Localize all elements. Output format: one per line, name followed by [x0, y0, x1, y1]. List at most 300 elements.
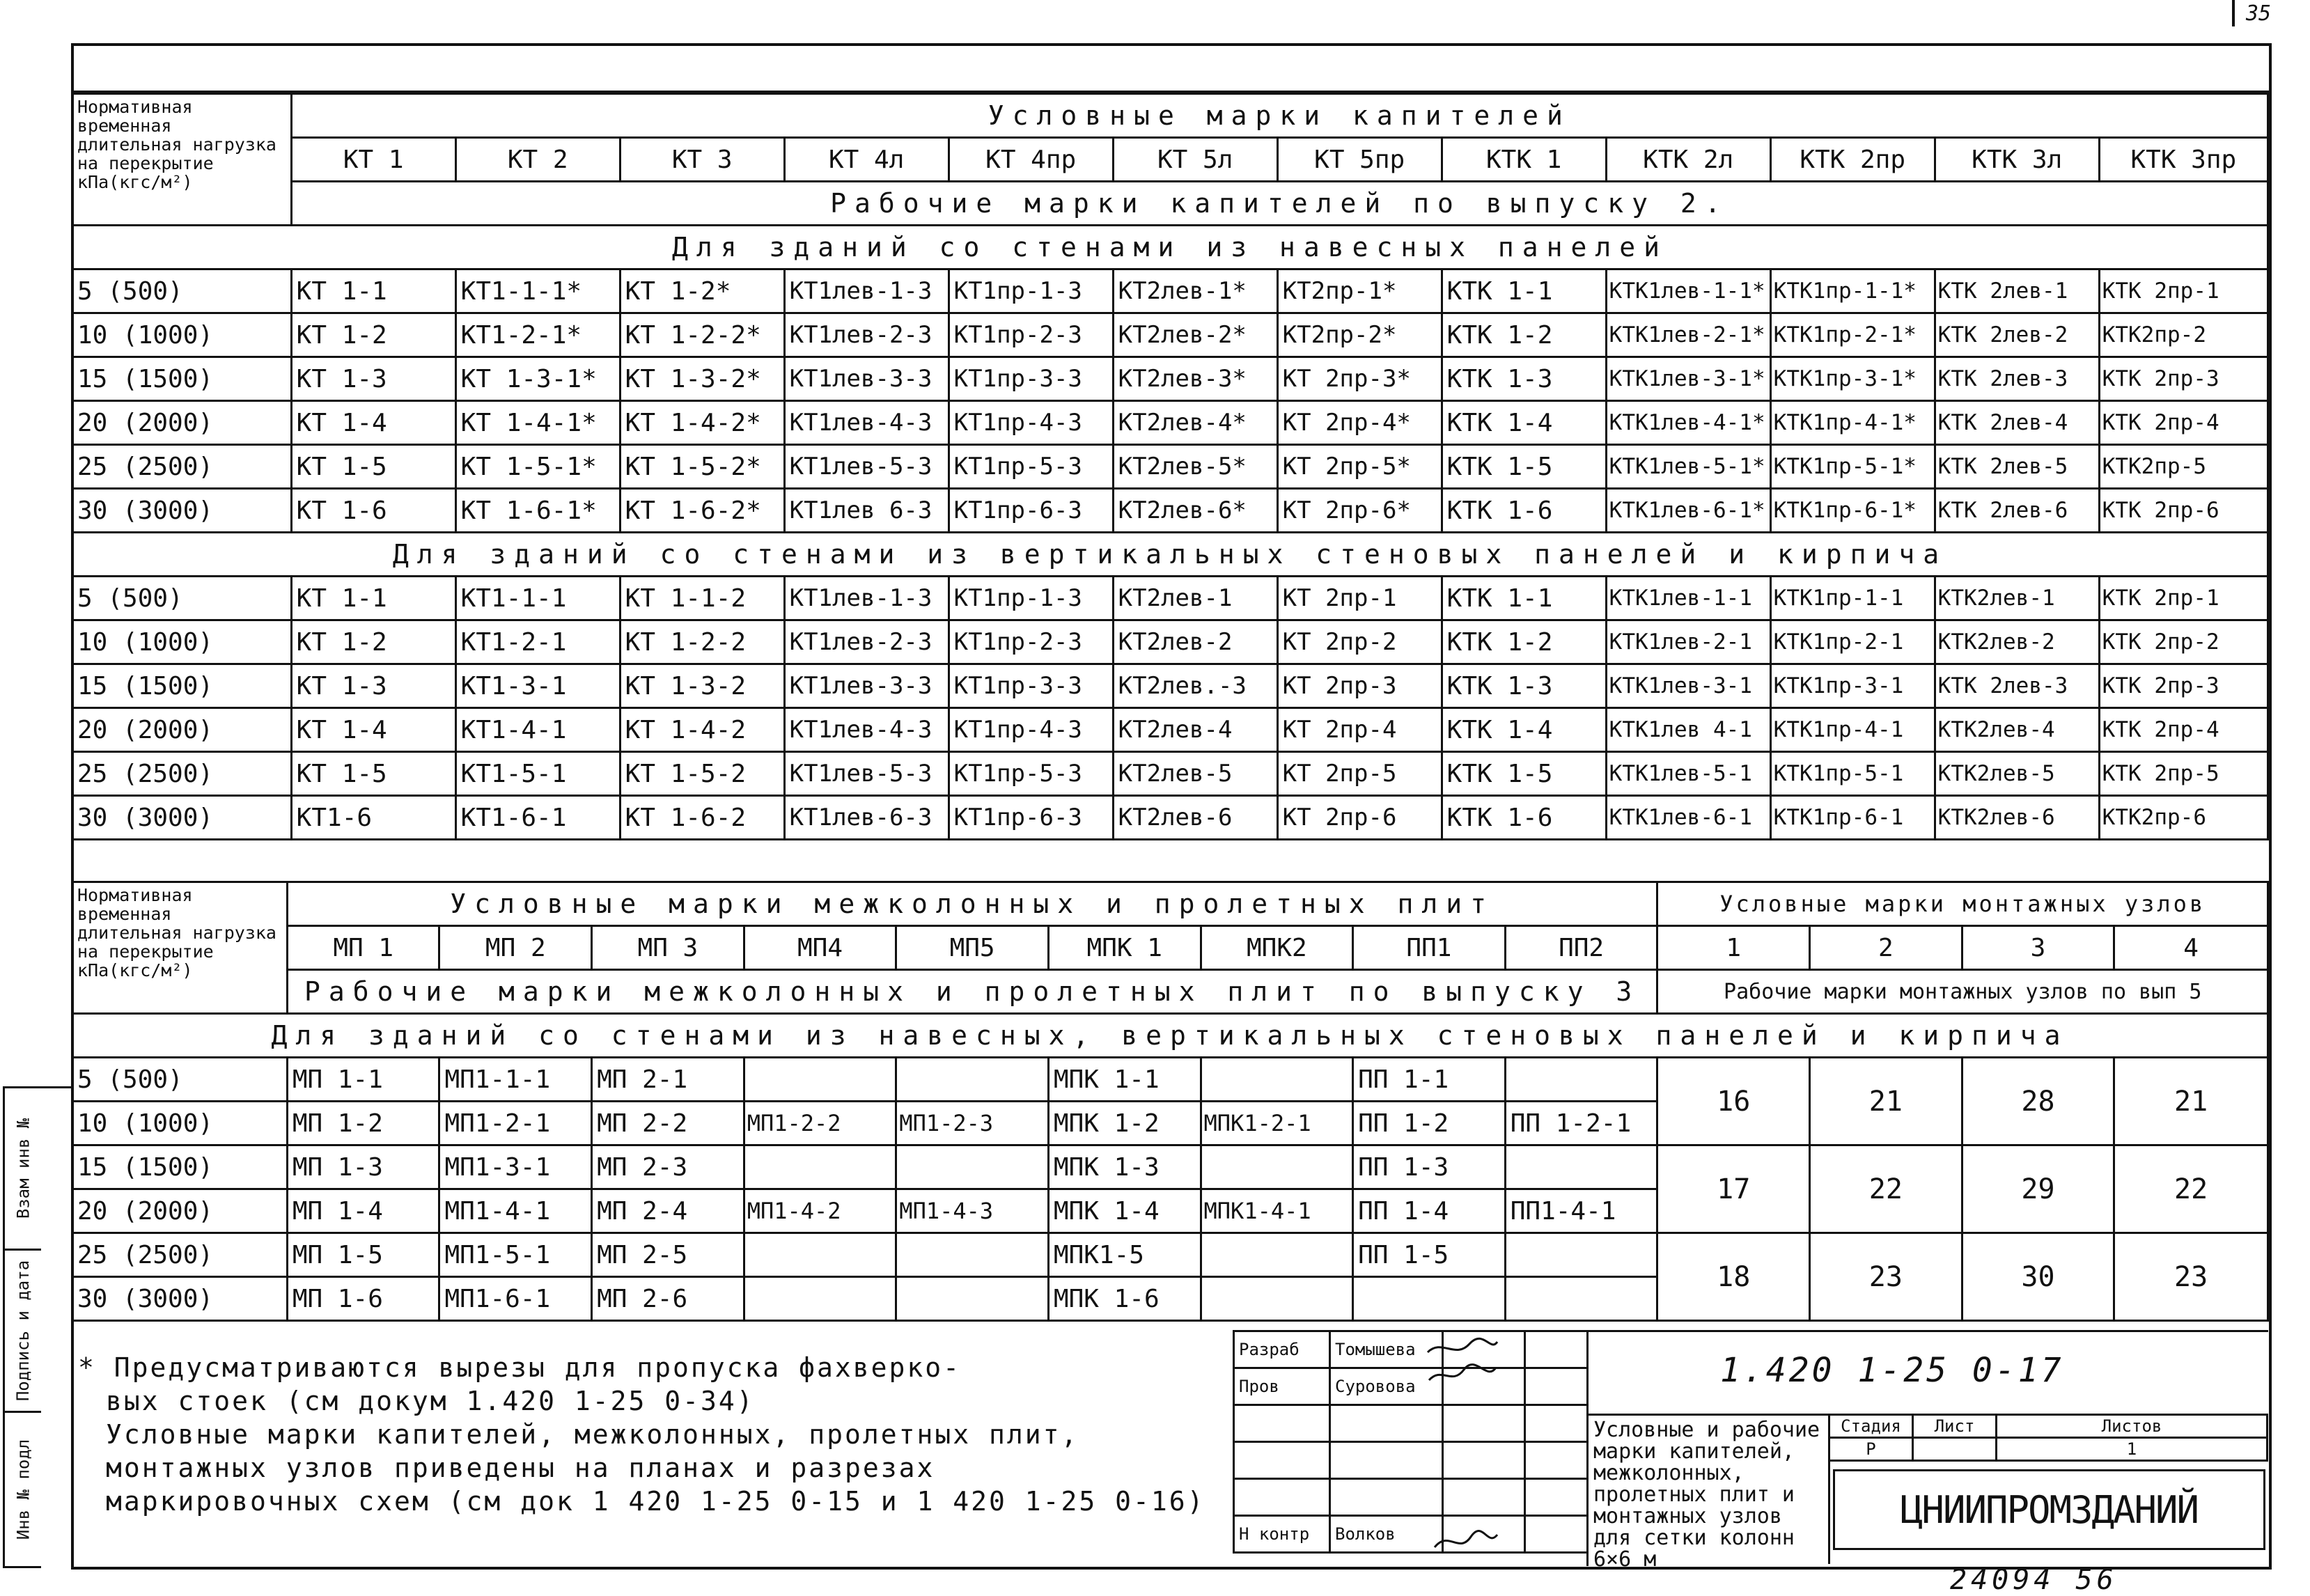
- capital-mark-cell: КТК1лев-5-1*: [1606, 445, 1770, 489]
- slab-mark-cell: [1201, 1145, 1353, 1189]
- capital-mark-cell: КТ2лев-4*: [1113, 401, 1277, 445]
- table-row: [72, 752, 2268, 796]
- slab-mark-cell: [896, 1277, 1049, 1321]
- slab-mark-cell: МП1-2-1: [439, 1102, 592, 1145]
- capital-mark-cell: КТ1-6-1: [455, 796, 620, 840]
- slab-mark-cell: ПП 1-1: [1353, 1058, 1506, 1102]
- capital-mark-cell: КТ 1-3-2*: [620, 357, 784, 401]
- capital-mark-cell: КТ 1-2*: [620, 269, 784, 313]
- capital-mark-cell: КТ 1-3: [291, 664, 455, 708]
- capital-mark-cell: КТК1лев-3-1: [1606, 664, 1770, 708]
- capital-mark-cell: КТК 1-2: [1442, 620, 1606, 664]
- note-2-line-b: монтажных узлов приведены на планах и разрезах: [106, 1453, 935, 1483]
- note-1-line-b: вых стоек (см докум 1.420 1-25 0-34): [106, 1386, 755, 1416]
- node-mark-header: 2: [1810, 926, 1962, 970]
- slab-mark-cell: МПК 1-2: [1048, 1102, 1201, 1145]
- slab-mark-cell: МП 1-1: [287, 1058, 439, 1102]
- slab-mark-header: МП 1: [287, 926, 439, 970]
- corner-tick: [2232, 0, 2235, 26]
- capital-mark-cell: КТК1лев 4-1: [1606, 708, 1770, 752]
- slab-mark-cell: ПП 1-4: [1353, 1189, 1506, 1233]
- capital-mark-cell: КТ 1-6: [291, 489, 455, 533]
- capital-mark-cell: КТК1лев-6-1*: [1606, 489, 1770, 533]
- capital-mark-cell: КТ 2пр-3: [1277, 664, 1442, 708]
- node-mark-cell: 18: [1657, 1233, 1810, 1321]
- stage-value: Р: [1829, 1438, 1913, 1461]
- slab-mark-cell: ПП1-4-1: [1505, 1189, 1657, 1233]
- slab-mark-header: МП 3: [592, 926, 744, 970]
- capital-mark-cell: КТ 1-3-1*: [455, 357, 620, 401]
- capital-mark-cell: КТ 1-2: [291, 620, 455, 664]
- signature-role: Н контр: [1234, 1516, 1330, 1553]
- slab-mark-cell: МПК 1-3: [1048, 1145, 1201, 1189]
- signature-row: [1234, 1368, 1588, 1405]
- signature-date: [1525, 1516, 1588, 1553]
- doc-code: 1.420 1-25 0-17: [1720, 1351, 2064, 1390]
- capital-mark-cell: КТК 1-6: [1442, 489, 1606, 533]
- slab-mark-cell: [744, 1233, 896, 1277]
- node-mark-cell: 23: [1810, 1233, 1962, 1321]
- load-cell: 5 (500): [72, 269, 292, 313]
- side-stamp-inventory: Инв № подл: [13, 1439, 33, 1540]
- table-row: [72, 489, 2268, 533]
- capital-mark-cell: КТ 1-1-2: [620, 577, 784, 620]
- slab-mark-cell: [1505, 1145, 1657, 1189]
- corner-mark: 35: [2246, 1, 2272, 26]
- slab-mark-cell: МП1-4-3: [896, 1189, 1049, 1233]
- slab-mark-cell: МПК1-4-1: [1201, 1189, 1353, 1233]
- nodes-working-title: Рабочие марки монтажных узлов по вып 5: [1657, 970, 2268, 1014]
- capital-mark-cell: КТ 1-6-1*: [455, 489, 620, 533]
- capital-mark-cell: КТК1лев-2-1*: [1606, 313, 1770, 357]
- load-cell: 10 (1000): [72, 1102, 288, 1145]
- capital-mark-cell: КТ 2пр-4*: [1277, 401, 1442, 445]
- capital-mark-cell: КТ2лев.-3: [1113, 664, 1277, 708]
- node-mark-cell: 23: [2114, 1233, 2268, 1321]
- load-cell: 15 (1500): [72, 1145, 288, 1189]
- node-mark-cell: 16: [1657, 1058, 1810, 1145]
- slab-mark-cell: [1505, 1058, 1657, 1102]
- capital-mark-cell: КТК 2пр-6: [2099, 489, 2268, 533]
- slab-mark-cell: ПП 1-2: [1353, 1102, 1506, 1145]
- slab-mark-cell: [1353, 1277, 1506, 1321]
- note-1-line-a: * Предусматриваются вырезы для пропуска фахверко-: [78, 1352, 962, 1383]
- slab-mark-cell: [1505, 1233, 1657, 1277]
- capitals-section2-title: Для зданий со стенами из вертикальных стеновых панелей и кирпича: [72, 533, 2268, 577]
- slab-mark-cell: [1505, 1277, 1657, 1321]
- load-cell: 25 (2500): [72, 1233, 288, 1277]
- capital-mark-cell: КТ2лев-2: [1113, 620, 1277, 664]
- capital-mark-cell: КТК1пр-6-1: [1770, 796, 1935, 840]
- node-mark-cell: 30: [1962, 1233, 2114, 1321]
- capital-mark-cell: КТ 1-4: [291, 708, 455, 752]
- capital-mark-cell: КТ1лев-2-3: [784, 313, 949, 357]
- capital-mark-cell: КТ 1-1: [291, 269, 455, 313]
- capital-mark-cell: КТ1пр-3-3: [949, 357, 1113, 401]
- signature-role: [1234, 1442, 1330, 1479]
- slab-mark-cell: МП1-2-3: [896, 1102, 1049, 1145]
- capital-mark-cell: КТ1лев-6-3: [784, 796, 949, 840]
- capital-mark-cell: КТ1пр-2-3: [949, 620, 1113, 664]
- capital-mark-cell: КТ 2пр-3*: [1277, 357, 1442, 401]
- load-cell: 25 (2500): [72, 445, 292, 489]
- capital-mark-cell: КТ 1-2-2*: [620, 313, 784, 357]
- capitals-working-title: Рабочие марки капителей по выпуску 2.: [291, 182, 2268, 226]
- load-cell: 5 (500): [72, 1058, 288, 1102]
- slab-mark-cell: МП1-3-1: [439, 1145, 592, 1189]
- capital-mark-cell: КТ2лев-6: [1113, 796, 1277, 840]
- slabs-working-title: Рабочие марки межколонных и пролетных плит по выпуску 3: [287, 970, 1657, 1014]
- capital-mark-cell: КТ 1-3-2: [620, 664, 784, 708]
- table-row: [72, 445, 2268, 489]
- capital-mark-cell: КТК1пр-6-1*: [1770, 489, 1935, 533]
- capital-mark-header: КТК 3л: [1935, 138, 2099, 182]
- slab-mark-cell: МП 1-6: [287, 1277, 439, 1321]
- capital-mark-cell: КТ 1-4-2: [620, 708, 784, 752]
- slab-mark-header: МПК2: [1201, 926, 1353, 970]
- capital-mark-cell: КТ1лев-1-3: [784, 577, 949, 620]
- load-cell: 20 (2000): [72, 708, 292, 752]
- table-row: [72, 1058, 2268, 1102]
- slab-mark-cell: ПП 1-2-1: [1505, 1102, 1657, 1145]
- node-mark-cell: 17: [1657, 1145, 1810, 1233]
- capitals-section1-title: Для зданий со стенами из навесных панелей: [72, 226, 2268, 269]
- capital-mark-cell: КТ 2пр-6*: [1277, 489, 1442, 533]
- capital-mark-cell: КТК 1-5: [1442, 752, 1606, 796]
- capital-mark-cell: КТК 1-6: [1442, 796, 1606, 840]
- capital-mark-cell: КТК1пр-4-1: [1770, 708, 1935, 752]
- capital-mark-cell: КТ1пр-1-3: [949, 269, 1113, 313]
- side-stamp: [3, 1086, 41, 1568]
- capital-mark-cell: КТК2лев-4: [1935, 708, 2099, 752]
- slab-mark-cell: МП1-4-1: [439, 1189, 592, 1233]
- stage-label: Стадия: [1829, 1415, 1913, 1438]
- signature-name: Суровова: [1330, 1368, 1443, 1405]
- capital-mark-cell: КТК 2пр-1: [2099, 269, 2268, 313]
- capital-mark-cell: КТК 1-1: [1442, 577, 1606, 620]
- side-stamp-column: [39, 1086, 71, 1566]
- capital-mark-cell: КТК2пр-2: [2099, 313, 2268, 357]
- table-row: [72, 401, 2268, 445]
- table-row: [72, 313, 2268, 357]
- capital-mark-cell: КТ1пр-2-3: [949, 313, 1113, 357]
- capital-mark-cell: КТ1-1-1: [455, 577, 620, 620]
- table-row: [72, 577, 2268, 620]
- capital-mark-cell: КТ1лев-1-3: [784, 269, 949, 313]
- side-stamp-replace: Взам инв №: [13, 1118, 33, 1219]
- capital-mark-cell: КТ1пр-6-3: [949, 489, 1113, 533]
- signature-name: Томышева: [1330, 1331, 1443, 1368]
- sheet-label: Лист: [1913, 1415, 1997, 1438]
- signature-date: [1525, 1479, 1588, 1516]
- capitals-table: [71, 93, 2269, 840]
- capital-mark-cell: КТ2пр-1*: [1277, 269, 1442, 313]
- capital-mark-cell: КТ 1-4: [291, 401, 455, 445]
- title-block: [1233, 1330, 2266, 1572]
- capital-mark-cell: КТК 1-3: [1442, 664, 1606, 708]
- capital-mark-header: КТ 4пр: [949, 138, 1113, 182]
- capital-mark-cell: КТ1лев-5-3: [784, 752, 949, 796]
- capital-mark-cell: КТК 1-4: [1442, 401, 1606, 445]
- capital-mark-header: КТК 2л: [1606, 138, 1770, 182]
- capital-mark-cell: КТ 1-6-2*: [620, 489, 784, 533]
- node-mark-cell: 29: [1962, 1145, 2114, 1233]
- capital-mark-cell: КТК2лев-2: [1935, 620, 2099, 664]
- slab-mark-cell: МП1-4-2: [744, 1189, 896, 1233]
- load-cell: 15 (1500): [72, 664, 292, 708]
- slab-mark-cell: [744, 1145, 896, 1189]
- capital-mark-header: КТ 3: [620, 138, 784, 182]
- slab-mark-cell: [896, 1233, 1049, 1277]
- node-mark-cell: 28: [1962, 1058, 2114, 1145]
- capital-mark-cell: КТ1-3-1: [455, 664, 620, 708]
- capital-mark-cell: КТ 1-5-2: [620, 752, 784, 796]
- capital-mark-cell: КТ 1-3: [291, 357, 455, 401]
- capital-mark-cell: КТК 2лев-4: [1935, 401, 2099, 445]
- capital-mark-cell: КТ 1-4-1*: [455, 401, 620, 445]
- capital-mark-cell: КТ1пр-3-3: [949, 664, 1113, 708]
- capital-mark-cell: КТК 2пр-2: [2099, 620, 2268, 664]
- capital-mark-cell: КТ 1-4-2*: [620, 401, 784, 445]
- node-mark-cell: 22: [2114, 1145, 2268, 1233]
- notes: [78, 1351, 1220, 1518]
- node-mark-cell: 21: [2114, 1058, 2268, 1145]
- capital-mark-cell: КТК2лев-5: [1935, 752, 2099, 796]
- capital-mark-cell: КТ1пр-6-3: [949, 796, 1113, 840]
- slab-mark-header: МП4: [744, 926, 896, 970]
- sheets-label: Листов: [1997, 1415, 2268, 1438]
- capital-mark-cell: КТ2лев-4: [1113, 708, 1277, 752]
- table-row: [72, 1145, 2268, 1189]
- capital-mark-cell: КТ 1-5-1*: [455, 445, 620, 489]
- slab-mark-cell: МП1-5-1: [439, 1233, 592, 1277]
- capital-mark-cell: КТ2лев-5: [1113, 752, 1277, 796]
- slabs-table: [71, 881, 2269, 1322]
- signature-role: [1234, 1405, 1330, 1442]
- slab-mark-cell: МП 1-3: [287, 1145, 439, 1189]
- node-mark-cell: 22: [1810, 1145, 1962, 1233]
- slab-mark-cell: МПК 1-1: [1048, 1058, 1201, 1102]
- capital-mark-cell: КТ 2пр-4: [1277, 708, 1442, 752]
- capital-mark-cell: КТ 2пр-5: [1277, 752, 1442, 796]
- capital-mark-cell: КТ2лев-1*: [1113, 269, 1277, 313]
- capital-mark-cell: КТК1лев-3-1*: [1606, 357, 1770, 401]
- note-2-line-c: маркировочных схем (см док 1 420 1-25 0-15 и 1 420 1-25 0-16): [106, 1486, 1205, 1517]
- capital-mark-cell: КТ2лев-3*: [1113, 357, 1277, 401]
- load-cell: 15 (1500): [72, 357, 292, 401]
- slab-mark-cell: МП 2-5: [592, 1233, 744, 1277]
- doc-description: Условные и рабочие марки капителей, межколонных, пролетных плит и монтажных узлов для сетки колонн 6×6 м: [1593, 1418, 1820, 1572]
- slab-mark-header: ПП1: [1353, 926, 1506, 970]
- load-cell: 30 (3000): [72, 796, 292, 840]
- node-mark-header: 3: [1962, 926, 2114, 970]
- table-row: [72, 1233, 2268, 1277]
- capitals-conditional-title: Условные марки капителей: [291, 94, 2268, 138]
- signatures: [1421, 1331, 1504, 1561]
- nodes-conditional-title: Условные марки монтажных узлов: [1657, 882, 2268, 926]
- side-stamp-signature: Подпись и дата: [13, 1260, 33, 1402]
- node-mark-header: 4: [2114, 926, 2268, 970]
- slab-mark-cell: [1201, 1058, 1353, 1102]
- capital-mark-cell: КТК 2пр-5: [2099, 752, 2268, 796]
- capital-mark-header: КТ 5пр: [1277, 138, 1442, 182]
- capital-mark-cell: КТК 2лев-3: [1935, 664, 2099, 708]
- capital-mark-cell: КТК1пр-5-1*: [1770, 445, 1935, 489]
- capital-mark-cell: КТ1-2-1*: [455, 313, 620, 357]
- load-cell: 20 (2000): [72, 1189, 288, 1233]
- capital-mark-cell: КТК2пр-5: [2099, 445, 2268, 489]
- capital-mark-cell: КТК1пр-1-1: [1770, 577, 1935, 620]
- capital-mark-cell: КТК 2лев-6: [1935, 489, 2099, 533]
- slabs-conditional-title: Условные марки межколонных и пролетных плит: [287, 882, 1657, 926]
- table-row: [72, 664, 2268, 708]
- slab-mark-cell: МП1-6-1: [439, 1277, 592, 1321]
- table-row: [72, 620, 2268, 664]
- slab-mark-cell: МПК1-2-1: [1201, 1102, 1353, 1145]
- capital-mark-cell: КТК1лев-1-1: [1606, 577, 1770, 620]
- signature-date: [1525, 1442, 1588, 1479]
- capital-mark-cell: КТК 2лев-5: [1935, 445, 2099, 489]
- capital-mark-cell: КТ1лев-4-3: [784, 708, 949, 752]
- capital-mark-cell: КТ1-1-1*: [455, 269, 620, 313]
- slab-mark-cell: МПК 1-4: [1048, 1189, 1201, 1233]
- signature-row: [1234, 1516, 1588, 1553]
- slab-mark-cell: МП 2-1: [592, 1058, 744, 1102]
- load-cell: 30 (3000): [72, 489, 292, 533]
- capital-mark-header: КТК 2пр: [1770, 138, 1935, 182]
- capital-mark-cell: КТК1лев-1-1*: [1606, 269, 1770, 313]
- capital-mark-cell: КТ1лев-2-3: [784, 620, 949, 664]
- capital-mark-cell: КТК1пр-3-1*: [1770, 357, 1935, 401]
- signature-role: Пров: [1234, 1368, 1330, 1405]
- slab-mark-cell: МП 2-2: [592, 1102, 744, 1145]
- slab-mark-cell: [896, 1145, 1049, 1189]
- table-row: [72, 708, 2268, 752]
- capital-mark-cell: КТК 2пр-4: [2099, 708, 2268, 752]
- slab-mark-cell: [1201, 1233, 1353, 1277]
- slab-mark-cell: МП 2-4: [592, 1189, 744, 1233]
- load-cell: 5 (500): [72, 577, 292, 620]
- capital-mark-cell: КТ 2пр-5*: [1277, 445, 1442, 489]
- slab-mark-cell: МП 2-3: [592, 1145, 744, 1189]
- capital-mark-cell: КТК 2пр-3: [2099, 357, 2268, 401]
- capital-mark-cell: КТК 2пр-1: [2099, 577, 2268, 620]
- capital-mark-cell: КТК1лев-5-1: [1606, 752, 1770, 796]
- capital-mark-cell: КТ1лев 6-3: [784, 489, 949, 533]
- capital-mark-cell: КТ1лев-3-3: [784, 357, 949, 401]
- slab-mark-cell: [1201, 1277, 1353, 1321]
- capital-mark-cell: КТ1пр-5-3: [949, 445, 1113, 489]
- capital-mark-cell: КТ1-6: [291, 796, 455, 840]
- signature-table: [1233, 1330, 1589, 1554]
- slab-mark-cell: [744, 1058, 896, 1102]
- footer-code: 24094 56: [1950, 1564, 2118, 1596]
- slab-mark-header: МП 2: [439, 926, 592, 970]
- capital-mark-cell: КТК1пр-2-1*: [1770, 313, 1935, 357]
- slab-mark-cell: [896, 1058, 1049, 1102]
- capital-mark-cell: КТ1пр-1-3: [949, 577, 1113, 620]
- capital-mark-cell: КТ 1-2: [291, 313, 455, 357]
- capital-mark-cell: КТ1лев-5-3: [784, 445, 949, 489]
- capital-mark-cell: КТ1пр-5-3: [949, 752, 1113, 796]
- table-row: [72, 357, 2268, 401]
- capital-mark-cell: КТ 1-2-2: [620, 620, 784, 664]
- signature-date: [1525, 1331, 1588, 1368]
- slab-mark-cell: МП 2-6: [592, 1277, 744, 1321]
- capital-mark-cell: КТК 1-3: [1442, 357, 1606, 401]
- signature-name: Волков: [1330, 1516, 1443, 1553]
- capital-mark-cell: КТ1-5-1: [455, 752, 620, 796]
- capital-mark-header: КТ 1: [291, 138, 455, 182]
- slab-mark-cell: МПК1-5: [1048, 1233, 1201, 1277]
- load-cell: 20 (2000): [72, 401, 292, 445]
- slab-mark-cell: ПП 1-3: [1353, 1145, 1506, 1189]
- slab-mark-cell: МП 1-5: [287, 1233, 439, 1277]
- node-mark-header: 1: [1657, 926, 1810, 970]
- capital-mark-cell: КТ 1-5: [291, 445, 455, 489]
- capital-mark-cell: КТК1пр-3-1: [1770, 664, 1935, 708]
- capital-mark-header: КТ 5л: [1113, 138, 1277, 182]
- capital-mark-cell: КТК 2лев-2: [1935, 313, 2099, 357]
- signature-row: [1234, 1331, 1588, 1368]
- capital-mark-cell: КТК 1-1: [1442, 269, 1606, 313]
- stage-table: [1828, 1414, 2268, 1462]
- slab-mark-cell: ПП 1-5: [1353, 1233, 1506, 1277]
- load-cell: 10 (1000): [72, 620, 292, 664]
- capital-mark-cell: КТ1пр-4-3: [949, 401, 1113, 445]
- signature-date: [1525, 1368, 1588, 1405]
- slab-mark-cell: МП1-1-1: [439, 1058, 592, 1102]
- capital-mark-cell: КТК 1-5: [1442, 445, 1606, 489]
- node-mark-cell: 21: [1810, 1058, 1962, 1145]
- capital-mark-cell: КТК 2пр-4: [2099, 401, 2268, 445]
- load-cell: 30 (3000): [72, 1277, 288, 1321]
- load-cell: 25 (2500): [72, 752, 292, 796]
- slab-mark-cell: МП 1-2: [287, 1102, 439, 1145]
- sheets-value: 1: [1997, 1438, 2268, 1461]
- load-cell: 10 (1000): [72, 313, 292, 357]
- signature-row: [1234, 1442, 1588, 1479]
- capital-mark-cell: КТ 1-5: [291, 752, 455, 796]
- capital-mark-cell: КТ2лев-2*: [1113, 313, 1277, 357]
- signature-date: [1525, 1405, 1588, 1442]
- capital-mark-cell: КТК1пр-2-1: [1770, 620, 1935, 664]
- capital-mark-cell: КТК1пр-5-1: [1770, 752, 1935, 796]
- capital-mark-cell: КТ 1-1: [291, 577, 455, 620]
- capital-mark-cell: КТ2пр-2*: [1277, 313, 1442, 357]
- signature-row: [1234, 1405, 1588, 1442]
- capital-mark-cell: КТ 1-5-2*: [620, 445, 784, 489]
- table-row: [72, 796, 2268, 840]
- capital-mark-cell: КТ1лев-3-3: [784, 664, 949, 708]
- capital-mark-cell: КТ1-4-1: [455, 708, 620, 752]
- slab-mark-cell: МП1-2-2: [744, 1102, 896, 1145]
- signature-role: Разраб: [1234, 1331, 1330, 1368]
- capital-mark-header: КТК 3пр: [2099, 138, 2268, 182]
- capital-mark-cell: КТК2лев-6: [1935, 796, 2099, 840]
- capital-mark-cell: КТК1лев-4-1*: [1606, 401, 1770, 445]
- capital-mark-cell: КТК1лев-6-1: [1606, 796, 1770, 840]
- slab-mark-cell: МП 1-4: [287, 1189, 439, 1233]
- capital-mark-cell: КТ2лев-5*: [1113, 445, 1277, 489]
- slabs-section-title: Для зданий со стенами из навесных, вертикальных стеновых панелей и кирпича: [72, 1014, 2268, 1058]
- capital-mark-header: КТК 1: [1442, 138, 1606, 182]
- capital-mark-cell: КТ 1-6-2: [620, 796, 784, 840]
- capital-mark-cell: КТ 2пр-6: [1277, 796, 1442, 840]
- capital-mark-cell: КТ 2пр-2: [1277, 620, 1442, 664]
- capital-mark-cell: КТ1лев-4-3: [784, 401, 949, 445]
- slab-mark-header: ПП2: [1505, 926, 1657, 970]
